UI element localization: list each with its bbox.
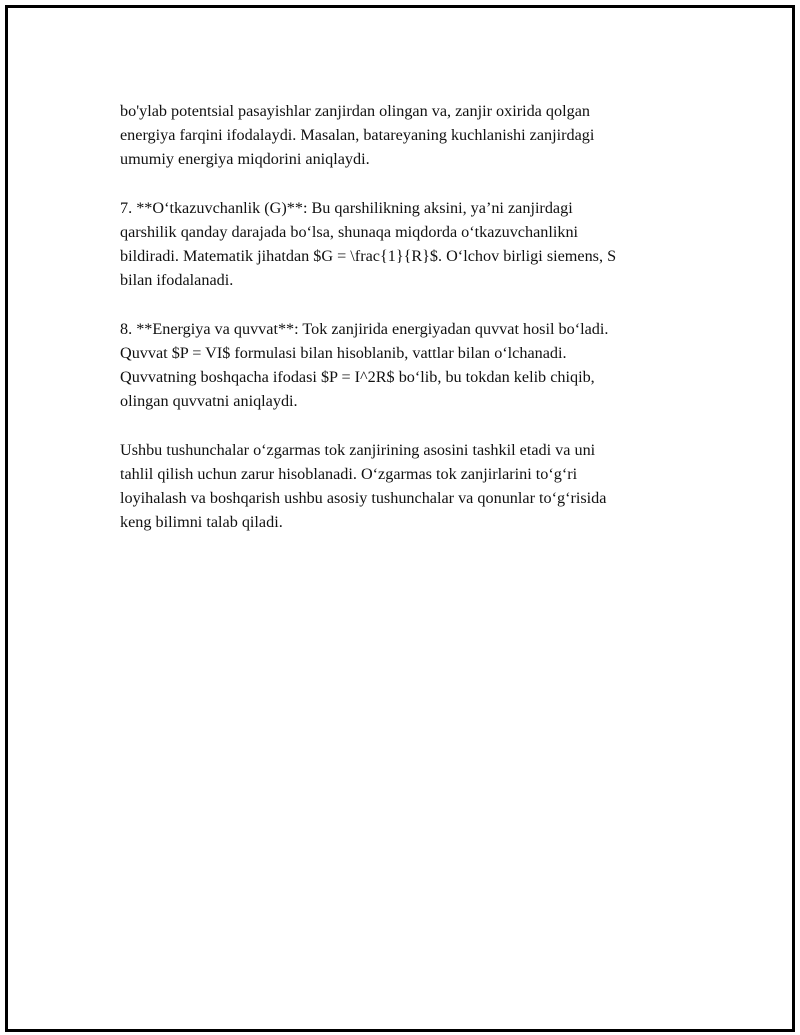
text-line: 7. **O‘tkazuvchanlik (G)**: Bu qarshilikning aksini, ya’ni zanjirdagi xyxy=(120,198,573,217)
text-line: olingan quvvatni aniqlaydi. xyxy=(120,392,298,411)
text-line: keng bilimni talab qiladi. xyxy=(120,513,283,532)
text-line: Quvvatning boshqacha ifodasi $P = I^2R$ bo‘lib, bu tokdan kelib chiqib, xyxy=(120,368,595,387)
paragraph-energy-power xyxy=(120,317,700,414)
paragraph-conclusion xyxy=(120,438,700,535)
text-line: Ushbu tushunchalar o‘zgarmas tok zanjirining asosini tashkil etadi va uni xyxy=(120,440,596,459)
text-line: tahlil qilish uchun zarur hisoblanadi. O‘zgarmas tok zanjirlarini to‘g‘ri xyxy=(120,465,578,483)
text-line: bilan ifodalanadi. xyxy=(120,271,234,290)
text-line: 8. **Energiya va quvvat**: Tok zanjirida energiyadan quvvat hosil bo‘ladi. xyxy=(120,319,609,338)
text-line: qarshilik qanday darajada bo‘lsa, shunaqa miqdorda o‘tkazuvchanlikni xyxy=(120,223,579,241)
document-body xyxy=(120,99,700,559)
text-line: bildiradi. Matematik jihatdan $G = \frac{1}{R}$. O‘lchov birligi siemens, S xyxy=(120,247,617,266)
text-line: energiya farqini ifodalaydi. Masalan, batareyaning kuchlanishi zanjirdagi xyxy=(120,126,595,145)
text-line: umumiy energiya miqdorini aniqlaydi. xyxy=(120,150,370,169)
text-line: Quvvat $P = VI$ formulasi bilan hisoblanib, vattlar bilan o‘lchanadi. xyxy=(120,344,567,362)
paragraph-conductance xyxy=(120,196,700,293)
paragraph-voltage-continuation xyxy=(120,99,700,172)
page-frame xyxy=(5,5,795,1032)
text-line: bo'ylab potentsial pasayishlar zanjirdan olingan va, zanjir oxirida qolgan xyxy=(120,102,590,120)
text-line: loyihalash va boshqarish ushbu asosiy tushunchalar va qonunlar to‘g‘risida xyxy=(120,489,607,508)
